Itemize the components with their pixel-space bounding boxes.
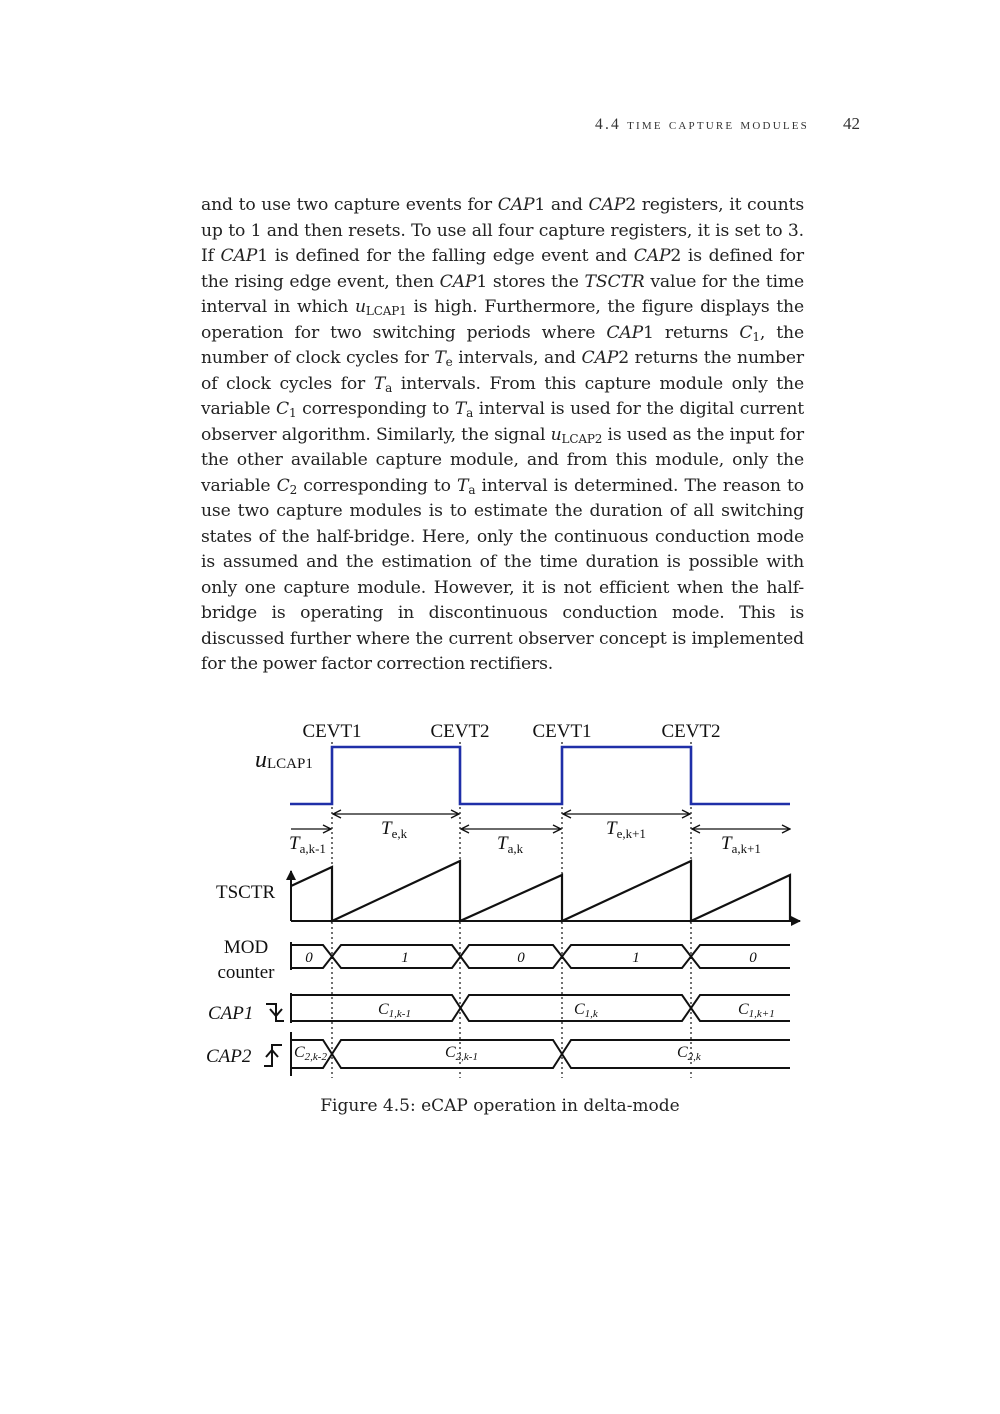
interval-label-te-k1: $T_{e,k+1}$ (606, 818, 646, 841)
signal-label: uLCAP1 (255, 747, 313, 773)
mod-bus (291, 945, 790, 968)
mod-value: 0 (517, 950, 525, 966)
cap1-value: C1,k (574, 1001, 598, 1020)
page-number: 42 (843, 114, 860, 133)
cap2-bus (291, 1032, 790, 1076)
interval-arrows (291, 814, 790, 829)
event-dotted-lines (332, 742, 691, 1078)
row-label-tsctr: TSCTR (216, 882, 276, 903)
falling-edge-icon (266, 1004, 284, 1021)
cap2-value: C2,k-2 (294, 1044, 327, 1063)
row-label-counter: counter (217, 962, 275, 983)
figure-caption: Figure 4.5: eCAP operation in delta-mode (320, 1096, 680, 1116)
section-title: 4.4 time capture modules (595, 116, 809, 133)
interval-label-ta-k-1: $T_{a,k-1}$ (289, 833, 326, 856)
event-label-cevt2-b: CEVT2 (661, 721, 721, 742)
mod-value: 0 (305, 950, 313, 966)
event-label-cevt1-b: CEVT1 (532, 721, 592, 742)
signal-waveform (290, 747, 790, 804)
tsctr-sawtooth (291, 861, 790, 921)
row-label-cap1: CAP1 (208, 1003, 254, 1024)
cap1-value: C1,k-1 (378, 1001, 411, 1020)
mod-value: 1 (632, 950, 640, 966)
cap1-bus (291, 993, 790, 1023)
body-paragraph: and to use two capture events for CAP1 and CAP2 registers, it counts up to 1 and then resets. To use all four capture registers, it is set to 3. If CAP1 is defined for the falling edge event and CAP2 is defined for the rising edge event, then CAP1 stores the TSCTR value for the time interval in which $u_{LCAP1}$ is high. Furthermore, the figure displays the operation for two switching periods where CAP1 returns $C_1$, the number of clock cycles for $T_e$ intervals, and CAP2 returns the number of clock cycles for $T_a$ intervals. From this capture module only the variable $C_1$ corresponding to $T_a$ interval is used for the digital current observer algorithm. Similarly, the signal $u_{LCAP2}$ is used as the input for the other available capture module, and from this module, only the variable $C_2$ corresponding to $T_a$ interval is determined. The reason to use two capture modules is to estimate the duration of all switching states of the half-bridge. Here, only the continuous conduction mode is assumed and the estimation of the time duration is possible with only one capture module. However, it is not efficient when the half-bridge is operating in discontinuous conduction mode. This is discussed further where the current observer concept is implemented for the power factor correction rectifiers. (201, 195, 804, 674)
interval-label-te-k: $T_{e,k}$ (381, 818, 408, 841)
cap1-value: C1,k+1 (738, 1001, 775, 1020)
cap2-value: C2,k-1 (445, 1044, 478, 1063)
event-label-cevt2-a: CEVT2 (430, 721, 490, 742)
cap2-value: C2,k (677, 1044, 701, 1063)
event-label-cevt1-a: CEVT1 (302, 721, 362, 742)
interval-label-ta-k: $T_{a,k}$ (497, 833, 524, 856)
mod-value: 1 (401, 950, 409, 966)
mod-value: 0 (749, 950, 757, 966)
row-label-mod: MOD (223, 937, 269, 958)
row-label-cap2: CAP2 (206, 1046, 252, 1067)
interval-label-ta-k1: $T_{a,k+1}$ (721, 833, 761, 856)
